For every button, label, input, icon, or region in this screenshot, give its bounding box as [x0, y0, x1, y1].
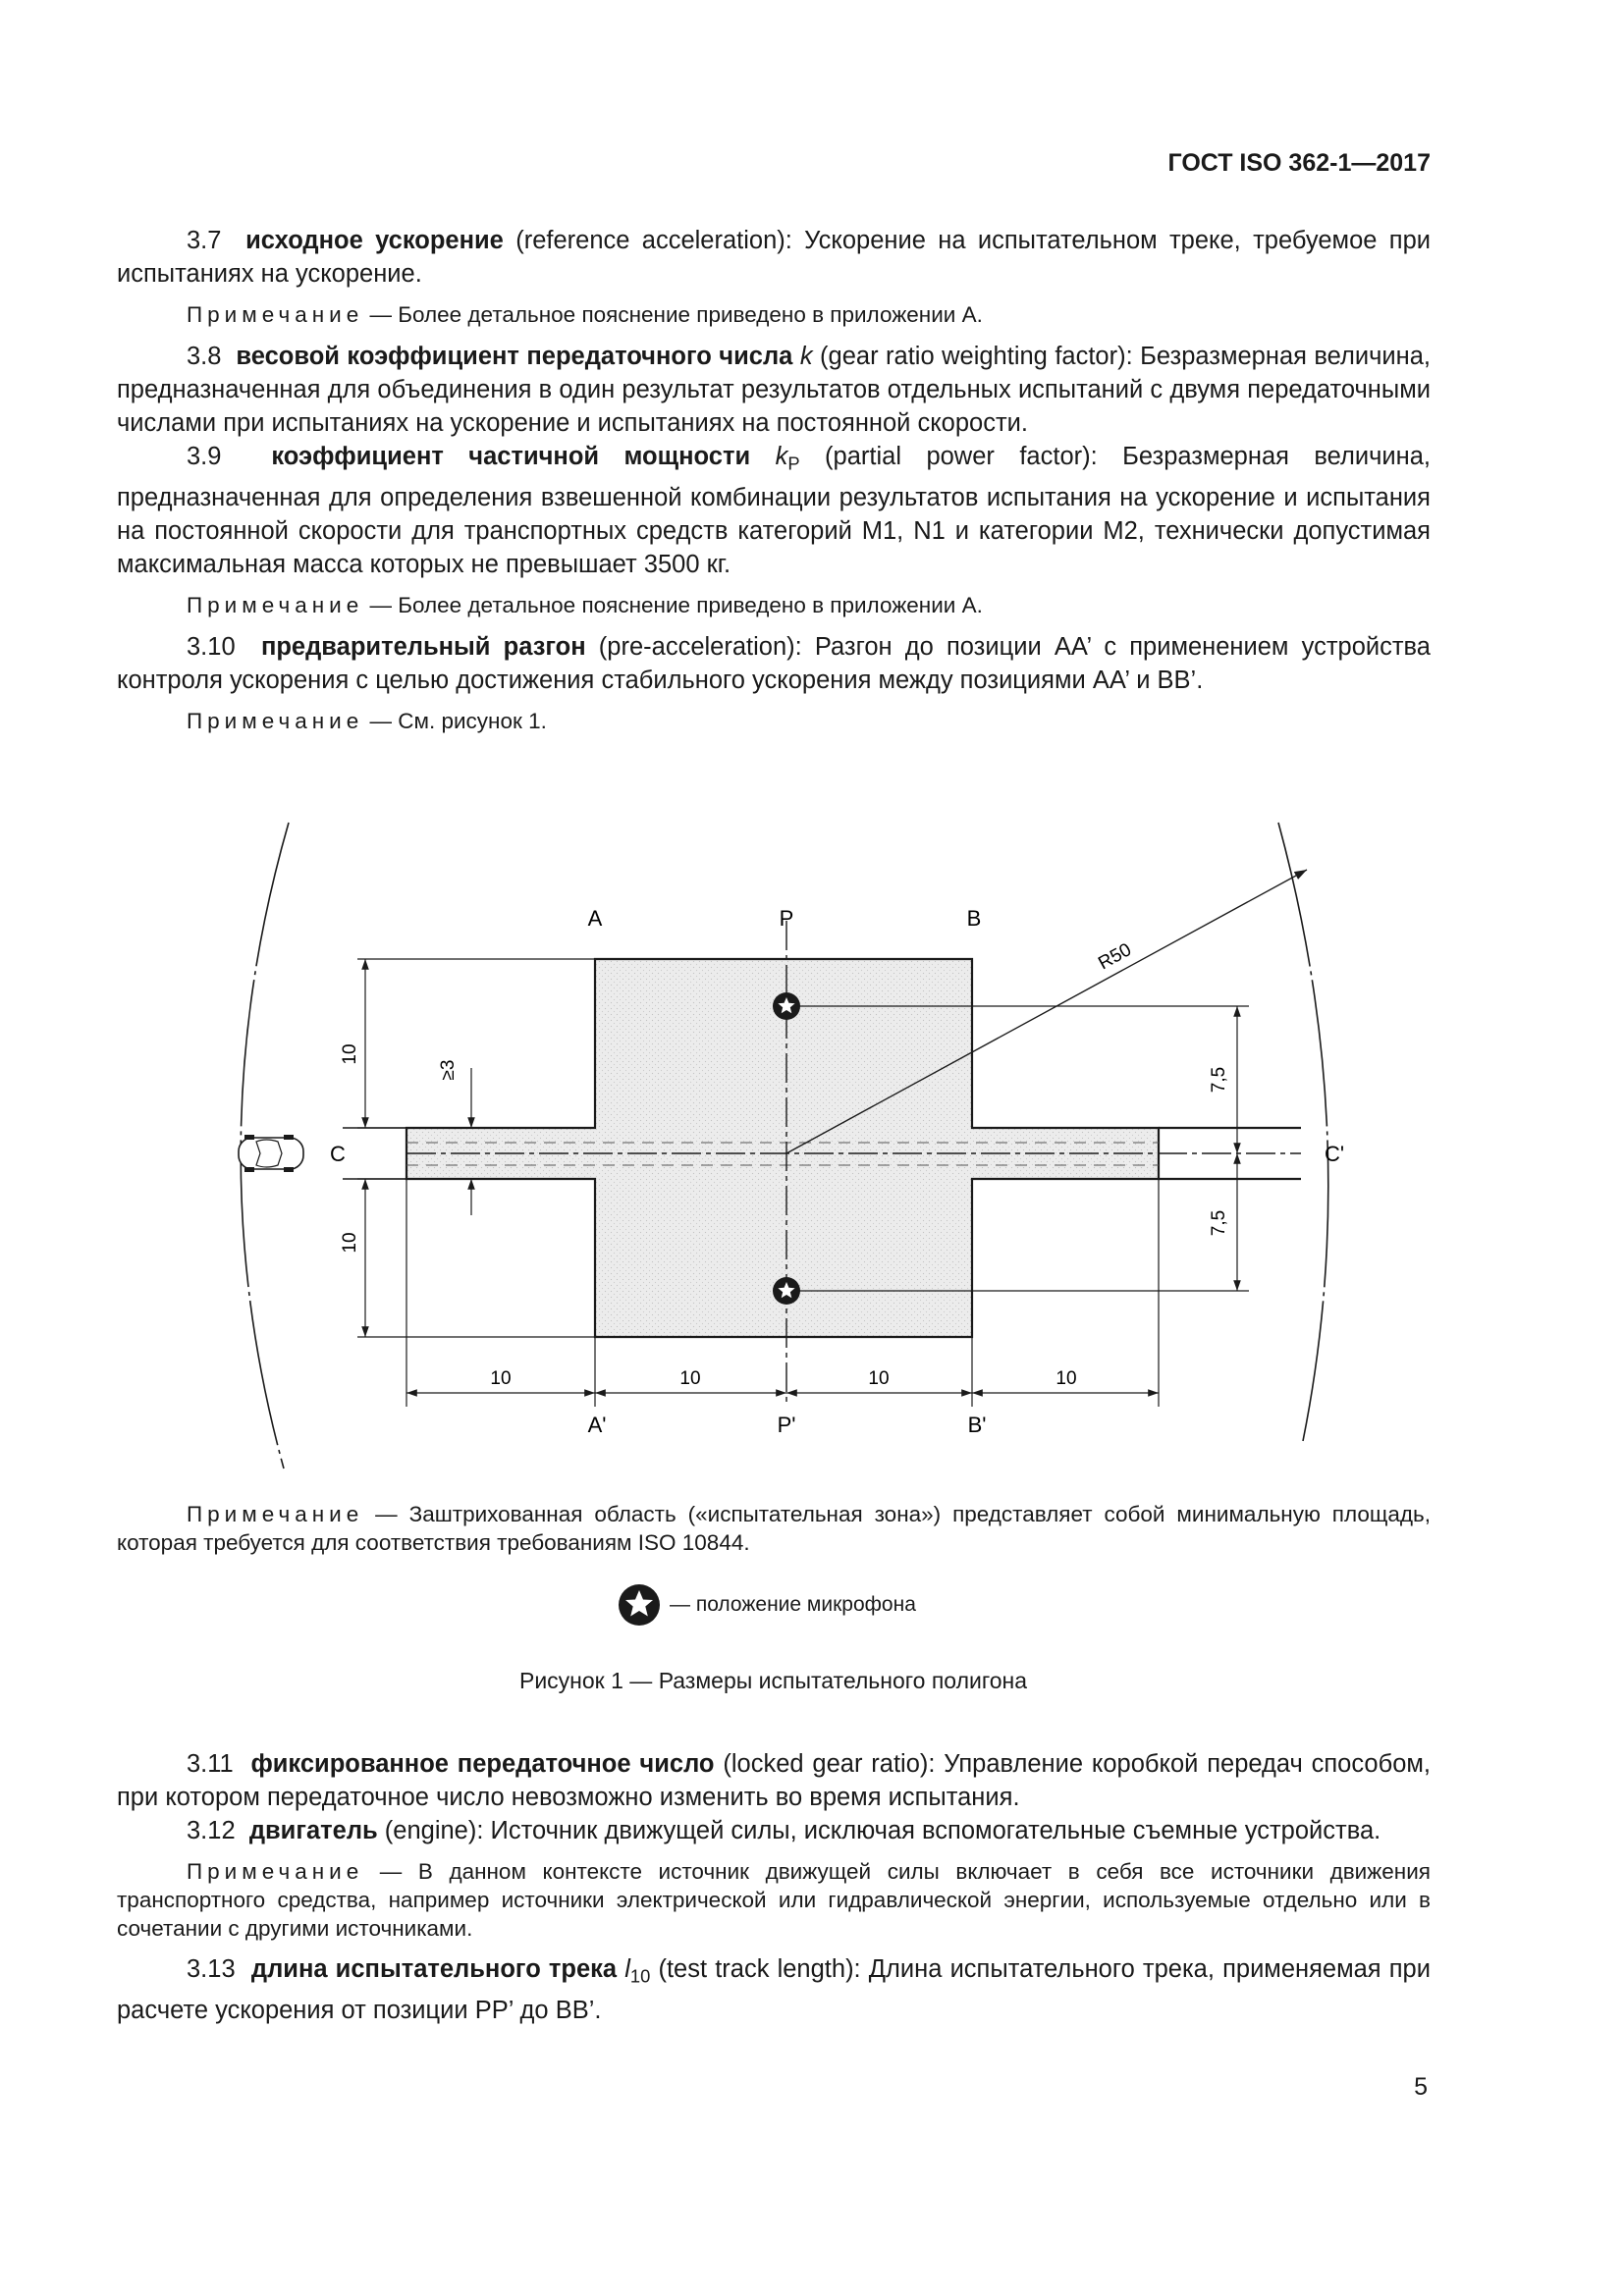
label-a-prime: A'	[587, 1413, 607, 1437]
figure-caption: Рисунок 1 — Размеры испытательного полигона	[518, 1668, 1028, 1693]
figure-legend	[617, 1582, 916, 1628]
radius-label: R50	[1095, 939, 1135, 975]
definition-3-13: 3.13 длина испытательного трека $l_{10}$ (test track length): Длина испытательного трека, применяемая при расчете ускорения от позиции PP’ до ВВ’.	[117, 1955, 1431, 2024]
dim-bottom-2: 10	[679, 1368, 701, 1389]
label-p: P	[779, 906, 794, 931]
test-site-figure	[215, 813, 1344, 1480]
dim-right-bottom: 7,5	[1209, 1209, 1229, 1237]
note-3-12: Примечание — В данном контексте источник движущей силы включает в себя все источники движения транспортного средства, например источники электрической или гидравлической энергии, используемые отдельно или в сочетании с другими источниками.	[117, 1859, 1431, 1941]
label-c: C	[330, 1142, 346, 1166]
figure-note: Примечание — Заштрихованная область («испытательная зона») представляет собой минимальную площадь, которая требуется для соответствия требованиям ISO 10844.	[117, 1502, 1431, 1555]
dim-bottom-3: 10	[868, 1368, 890, 1389]
label-a: A	[587, 906, 603, 931]
dim-left-top: 10	[340, 1043, 360, 1065]
definition-3-12: 3.12 двигатель (engine): Источник движущей силы, исключая вспомогательные съемные устройства.	[187, 1817, 1381, 1844]
boundary-arc-right	[1278, 823, 1328, 1441]
label-c-prime: C'	[1325, 1142, 1344, 1166]
document-number: ГОСТ ISO 362-1—2017	[1167, 149, 1431, 177]
lower-text-block	[117, 1747, 1431, 2027]
definition-3-10: 3.10 предварительный разгон (pre-acceleration): Разгон до позиции АА’ с применением устройства контроля ускорения с целью достижения стабильного ускорения между позициями АА’ и ВВ’.	[117, 632, 1431, 694]
dim-bottom-4: 10	[1056, 1368, 1077, 1389]
upper-text-block	[117, 224, 1431, 735]
dim-bottom-1: 10	[490, 1368, 512, 1389]
figure-note-block	[117, 1500, 1431, 1557]
dim-min-width: ≥3	[438, 1059, 459, 1081]
note-3-9: Примечание — Более детальное пояснение приведено в приложении А.	[187, 592, 983, 617]
note-3-7: Примечание — Более детальное пояснение приведено в приложении А.	[187, 302, 983, 327]
microphone-icon	[617, 1582, 662, 1628]
definition-3-7: 3.7 исходное ускорение (reference acceleration): Ускорение на испытательном треке, требуемое при испытаниях на ускорение.	[117, 227, 1432, 288]
dim-left-bottom: 10	[340, 1232, 360, 1254]
label-b-prime: B'	[967, 1413, 987, 1437]
note-3-10: Примечание — См. рисунок 1.	[187, 708, 547, 733]
page-number: 5	[1414, 2073, 1428, 2101]
definition-3-8: 3.8 весовой коэффициент передаточного числа k (gear ratio weighting factor): Безразмерная величина, предназначенная для объединения в один результат результатов отдельных испытаний с двумя передаточными числами при испытаниях на ускорение и испытаниях на постоянной скорости.	[117, 343, 1431, 437]
car-icon	[239, 1135, 303, 1172]
label-p-prime: P'	[777, 1413, 796, 1437]
microphone-icon	[773, 1277, 800, 1305]
definition-3-9: 3.9 коэффициент частичной мощности $k_P$ (partial power factor): Безразмерная величина, предназначенная для определения взвешенной комбинации результатов испытания на ускорение и испытания на постоянной скорости для транспортных средств категорий M1, N1 и категории M2, технически допустимая максимальная масса которых не превышает 3500 кг.	[117, 443, 1431, 578]
label-b: B	[966, 906, 982, 931]
microphone-icon	[773, 992, 800, 1020]
definition-3-11: 3.11 фиксированное передаточное число (locked gear ratio): Управление коробкой передач способом, при котором передаточное число невозможно изменить во время испытания.	[117, 1750, 1431, 1811]
dim-right-top: 7,5	[1209, 1066, 1229, 1094]
legend-text: — положение микрофона	[670, 1593, 916, 1616]
